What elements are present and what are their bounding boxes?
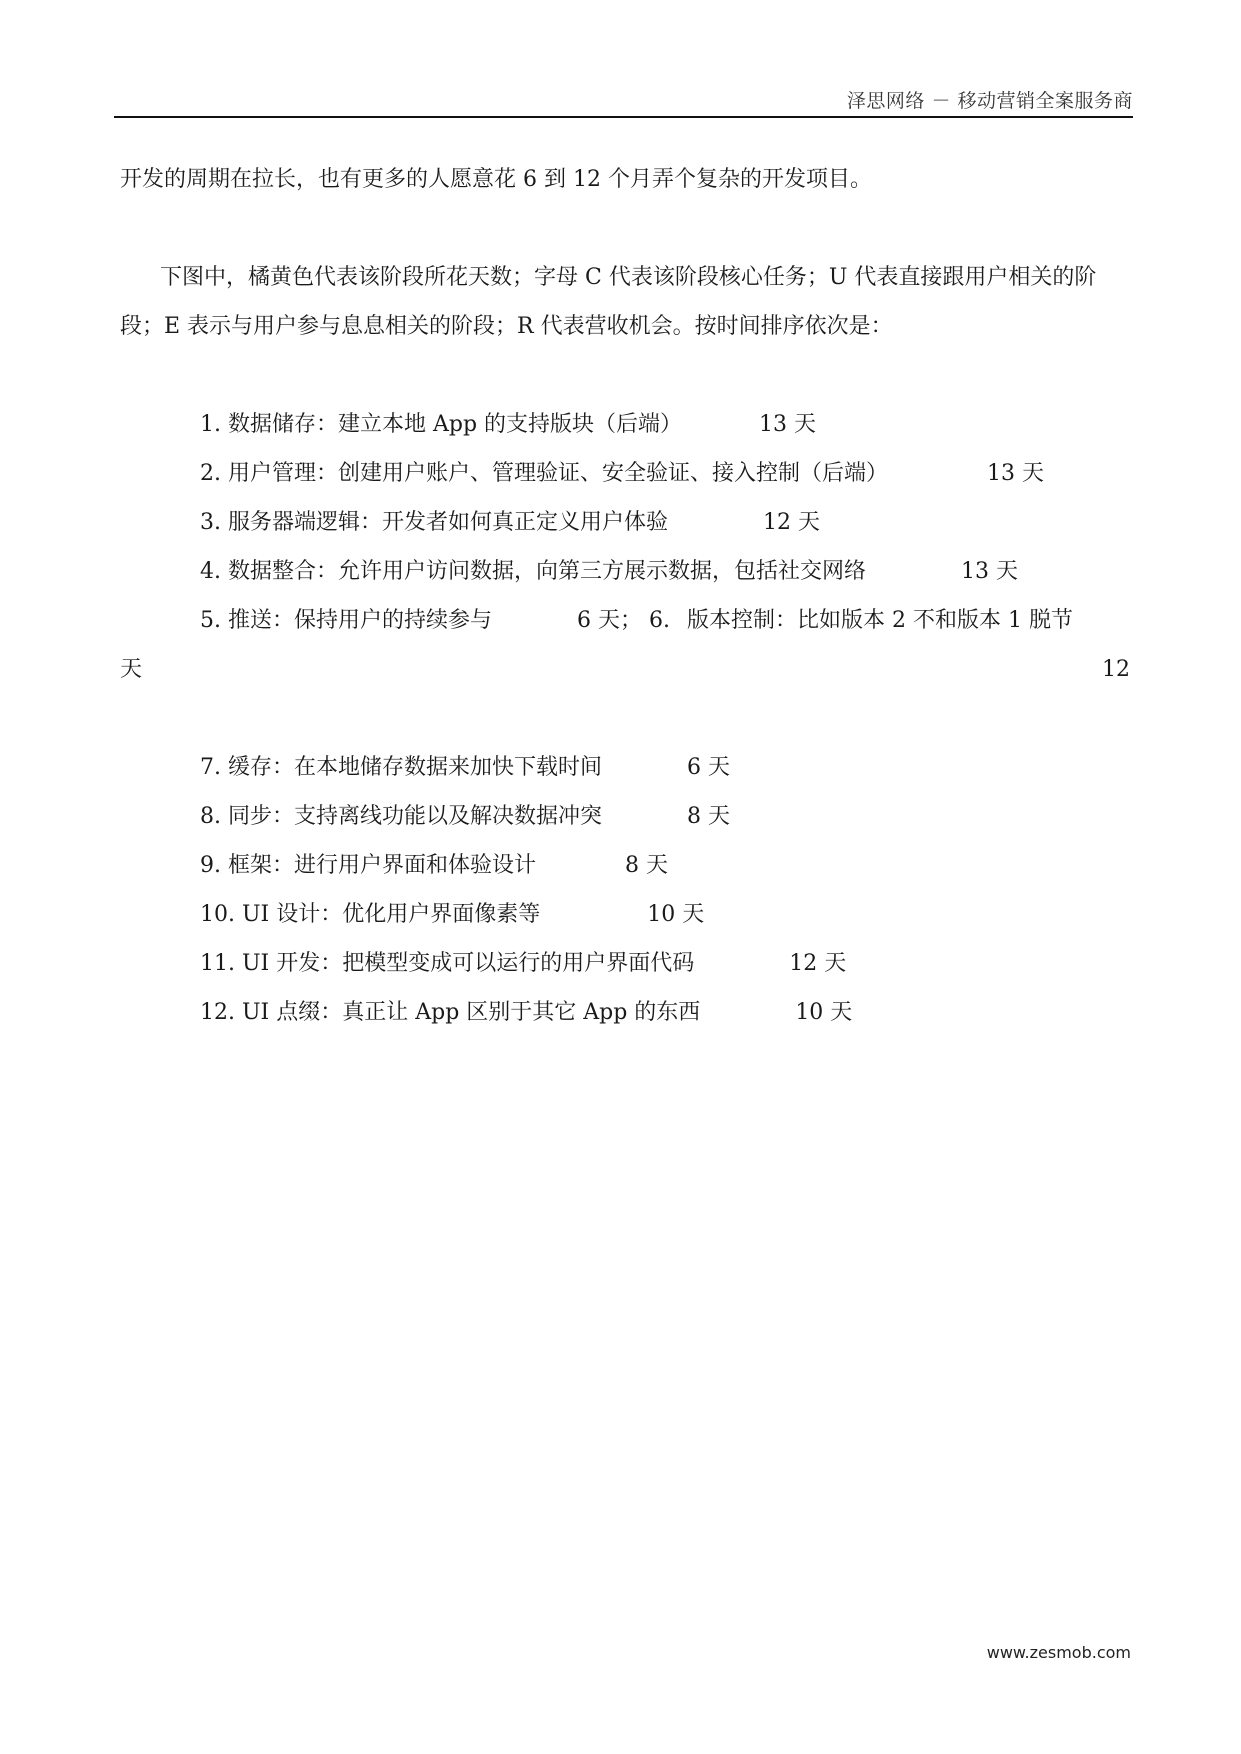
list-item-continuation bbox=[120, 645, 1130, 694]
header-text: 泽思网络 － 移动营销全案服务商 bbox=[846, 90, 1133, 112]
item-days: 8 天 bbox=[625, 853, 669, 878]
list-item bbox=[120, 988, 1130, 1037]
stage-list bbox=[120, 400, 1130, 1037]
page-header bbox=[114, 86, 1133, 118]
item-text: 服务器端逻辑：开发者如何真正定义用户体验 bbox=[228, 510, 669, 535]
item-days: 6 天； bbox=[577, 608, 643, 633]
item-number: 1. bbox=[200, 412, 221, 437]
list-item bbox=[120, 841, 1130, 890]
item-text: 用户管理：创建用户账户、管理验证、安全验证、接入控制（后端） bbox=[228, 461, 889, 486]
item-text: 缓存：在本地储存数据来加快下载时间 bbox=[228, 755, 603, 780]
item-days: 13 天 bbox=[759, 412, 817, 437]
item-text: 天 bbox=[120, 657, 143, 682]
item-text: 数据整合：允许用户访问数据，向第三方展示数据，包括社交网络 bbox=[228, 559, 867, 584]
item-days: 6 天 bbox=[687, 755, 731, 780]
item-days: 12 天 bbox=[763, 510, 821, 535]
item-text: 版本控制：比如版本 2 不和版本 1 脱节 bbox=[687, 608, 1073, 633]
list-gap bbox=[120, 694, 1130, 743]
item-number: 6. bbox=[649, 608, 671, 633]
item-days: 12 bbox=[1102, 657, 1130, 682]
item-days: 13 天 bbox=[961, 559, 1019, 584]
legend-paragraph: 下图中，橘黄色代表该阶段所花天数；字母 C 代表该阶段核心任务；U 代表直接跟用户相关的阶段；E 表示与用户参与息息相关的阶段；R 代表营收机会。按时间排序依次是： bbox=[120, 265, 1097, 339]
list-item bbox=[120, 890, 1130, 939]
item-text: UI 开发：把模型变成可以运行的用户界面代码 bbox=[242, 951, 695, 976]
list-item bbox=[120, 547, 1130, 596]
item-text: UI 点缀：真正让 App 区别于其它 App 的东西 bbox=[242, 1000, 701, 1025]
item-days: 12 天 bbox=[789, 951, 847, 976]
page-content bbox=[120, 155, 1130, 1037]
item-number: 7. bbox=[200, 755, 221, 780]
list-item bbox=[120, 498, 1130, 547]
item-text: UI 设计：优化用户界面像素等 bbox=[242, 902, 541, 927]
item-text: 数据储存：建立本地 App 的支持版块（后端） bbox=[228, 412, 683, 437]
list-item bbox=[120, 400, 1130, 449]
item-number: 11. bbox=[200, 951, 235, 976]
item-number: 2. bbox=[200, 461, 221, 486]
item-days: 8 天 bbox=[687, 804, 731, 829]
list-item bbox=[120, 939, 1130, 988]
item-text: 同步：支持离线功能以及解决数据冲突 bbox=[228, 804, 603, 829]
list-item bbox=[120, 743, 1130, 792]
item-days: 13 天 bbox=[987, 461, 1045, 486]
intro-paragraph: 开发的周期在拉长，也有更多的人愿意花 6 到 12 个月弄个复杂的开发项目。 bbox=[120, 167, 872, 192]
footer-url: www.zesmob.com bbox=[986, 1643, 1131, 1662]
item-number: 12. bbox=[200, 1000, 235, 1025]
item-number: 8. bbox=[200, 804, 221, 829]
item-number: 9. bbox=[200, 853, 221, 878]
list-item bbox=[120, 449, 1130, 498]
item-number: 10. bbox=[200, 902, 235, 927]
list-item bbox=[120, 792, 1130, 841]
item-text: 框架：进行用户界面和体验设计 bbox=[228, 853, 537, 878]
list-item bbox=[120, 596, 1130, 682]
item-number: 5. bbox=[200, 608, 221, 633]
item-number: 4. bbox=[200, 559, 221, 584]
item-number: 3. bbox=[200, 510, 221, 535]
item-text: 推送：保持用户的持续参与 bbox=[228, 608, 493, 633]
item-days: 10 天 bbox=[647, 902, 705, 927]
item-days: 10 天 bbox=[795, 1000, 853, 1025]
